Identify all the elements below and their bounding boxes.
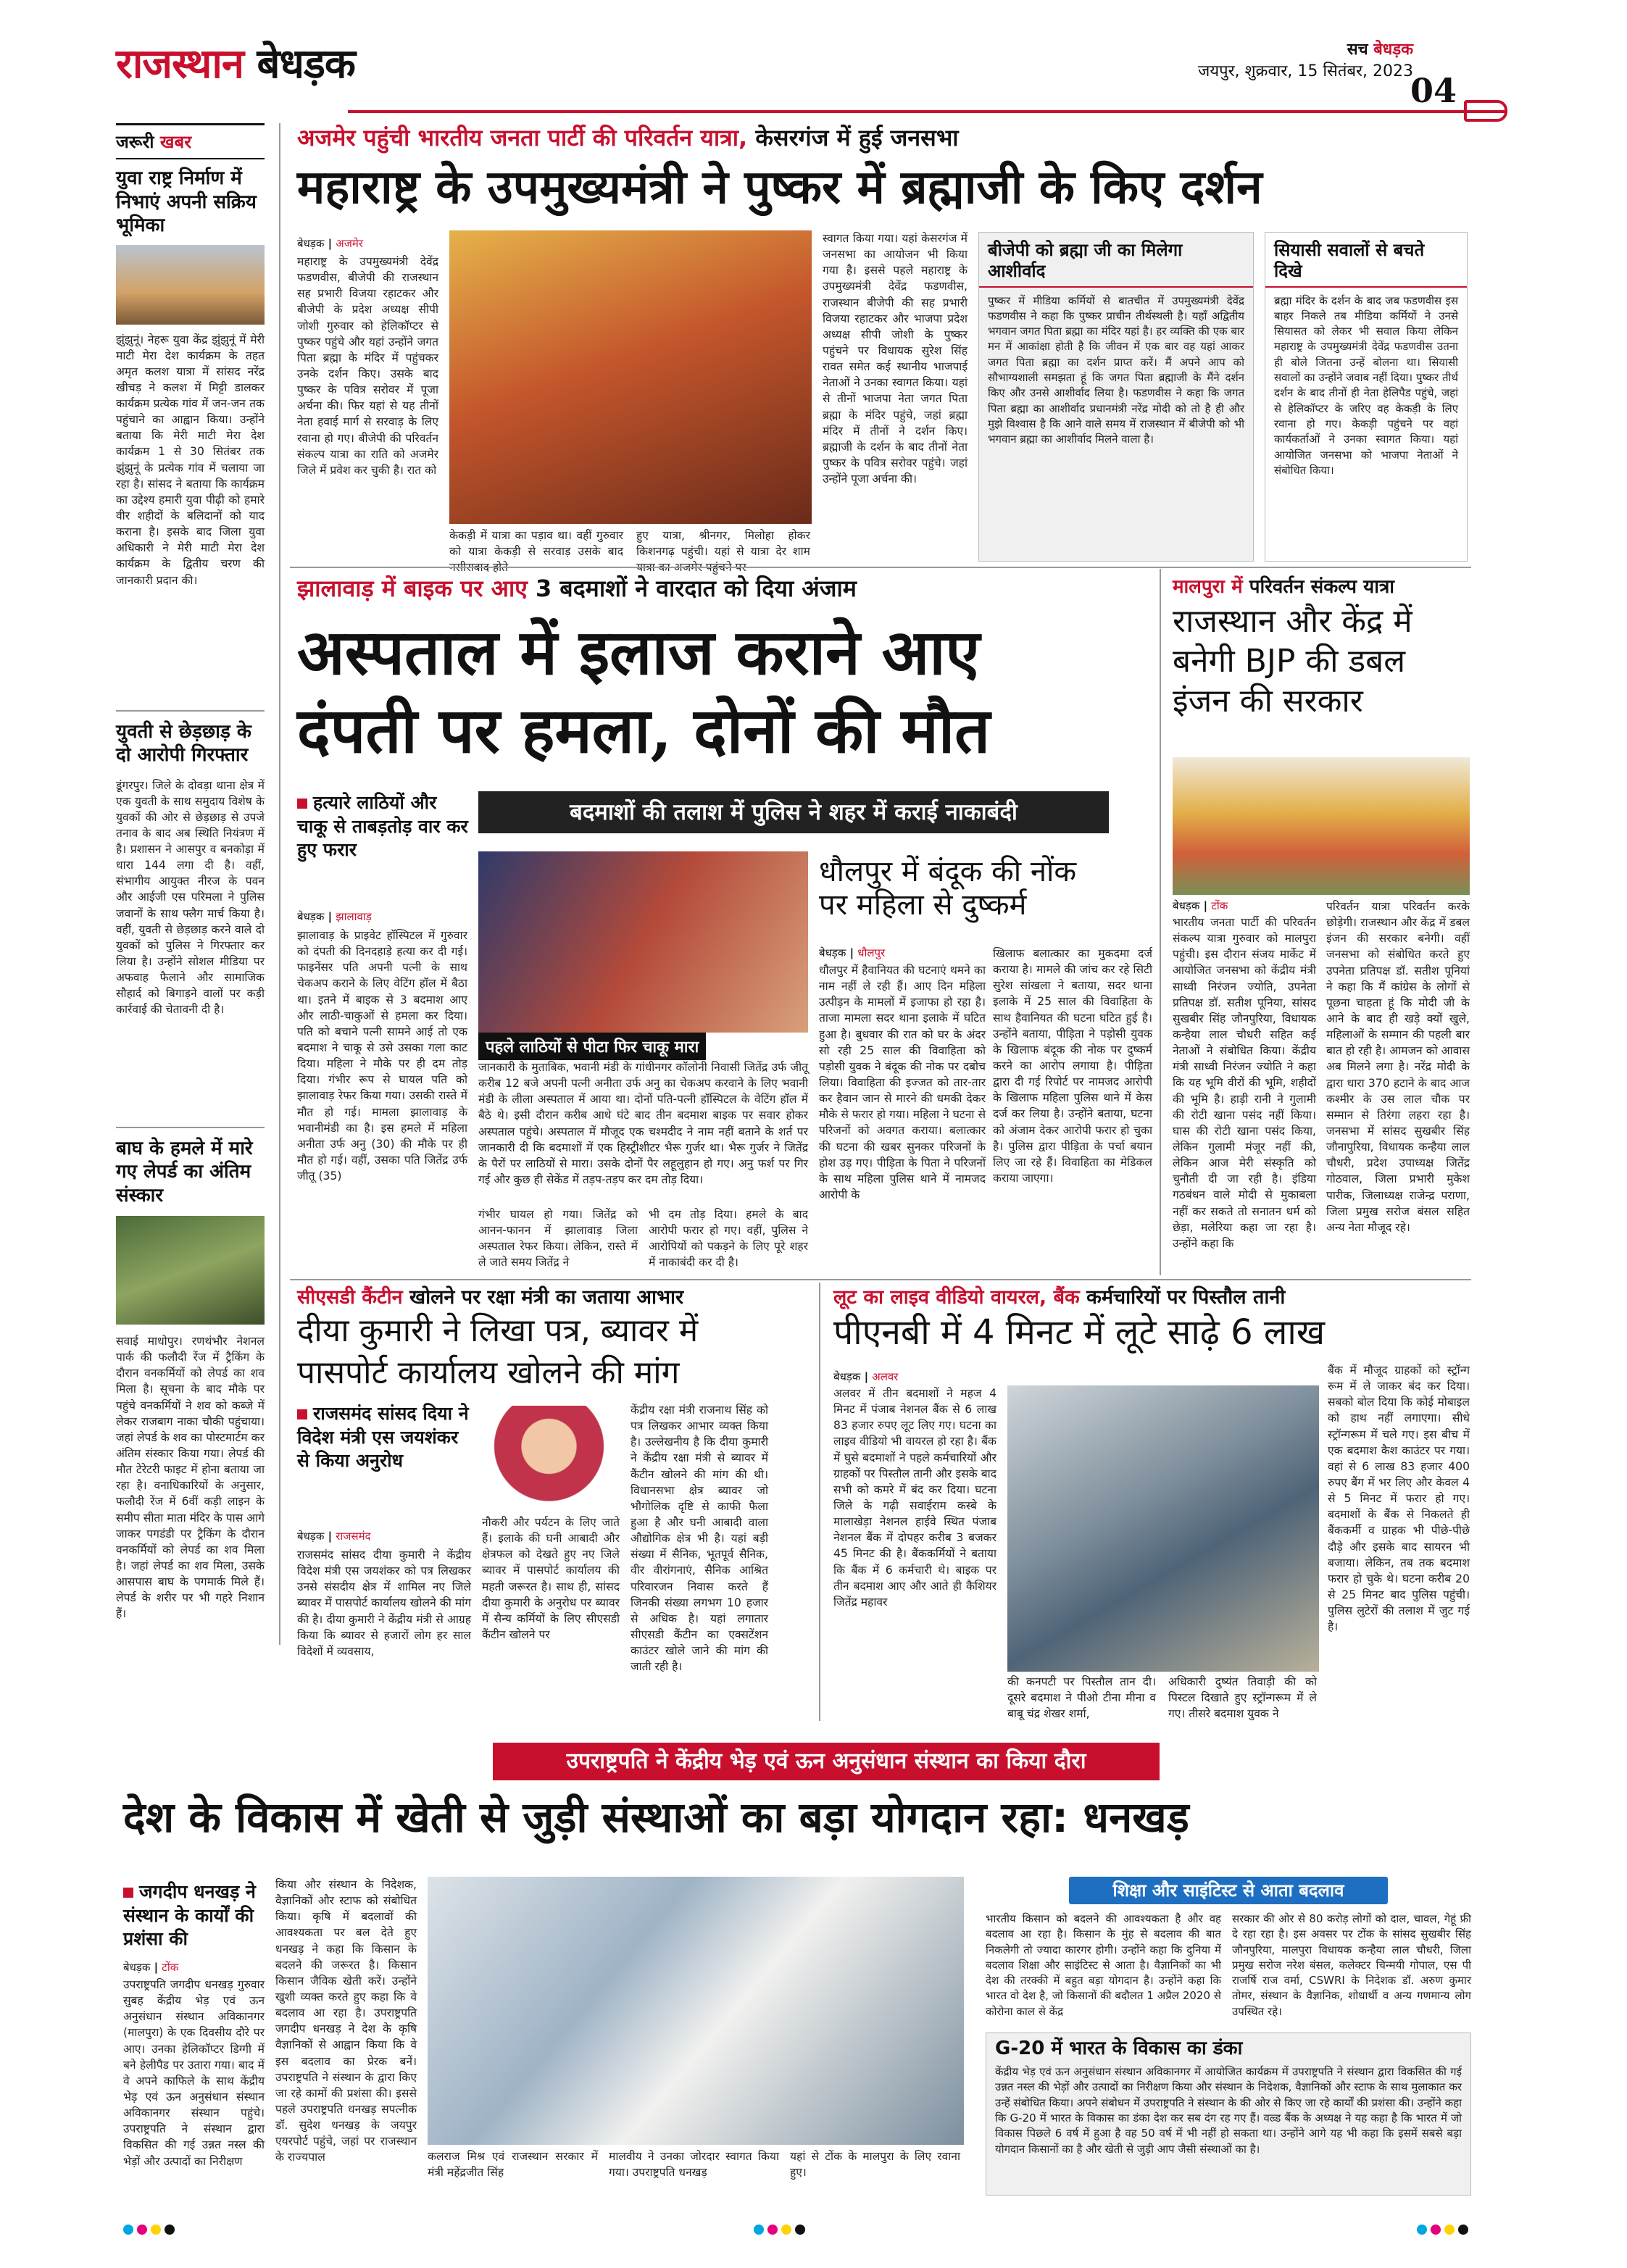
divider xyxy=(290,567,1471,568)
divider xyxy=(116,710,265,712)
story6-col-2: की कनपटी पर पिस्तौल तान दी। दूसरे बदमाश ने पीओ टीना मीना व बाबू चंद्र शेखर शर्मा, xyxy=(1007,1675,1156,1721)
box-body-right: सरकार की ओर से 80 करोड़ लोगों को दाल, चावल, गेहूं फ्री दे रहा रहा है। इस अवसर पर टोंक के सांसद सुखबीर सिंह जौनपुरिया, मालपुरा विधायक कन्हैया लाल चौधरी, जिला प्रमुख सरोज नरेश बंसल, कलेक्टर चिन्मयी गोपाल, एस पी राजर्षि राज वर्मा, CSWRI के निदेशक डॉ. अरुण कुमार तोमर, संस्थान के वैज्ञानिक, शोधार्थी व अन्य गणमान्य लोग उपस्थित रहे। xyxy=(1232,1912,1471,2018)
brand-logo: राजस्थान बेधड़क xyxy=(116,40,355,88)
story7-col-1: उपराष्ट्रपति जगदीप धनखड़ गुरुवार सुबह केंद्रीय भेड़ एवं ऊन अनुसंधान संस्थान अविकानगर (मालपुरा) के एक दिवसीय दौरे पर आए। उनका हेलिकॉप्टर डिग्गी में बने हेलीपैड पर उतारा गया। बाद में वे अपने काफिले के साथ केंद्रीय भेड़ एवं ऊन अनुसंधान संस्थान अविकानगर संस्थान पहुंचे। उपराष्ट्रपति ने संस्थान द्वारा विकसित की गई उन्नत नस्ल की भेड़ों और उत्पादों का निरीक्षण xyxy=(123,1978,265,2168)
story3-byline: बेधड़क | धौलपुर xyxy=(819,946,886,959)
story1-kicker: अजमेर पहुंची भारतीय जनता पार्टी की परिवर्तन यात्रा, केसरगंज में हुई जनसभा xyxy=(297,124,959,151)
story6-col-1: अलवर में तीन बदमाशों ने महज 4 मिनट में पंजाब नेशनल बैंक से 6 लाख 83 हजार रुपए लूट लिए गए। घटना का लाइव वीडियो भी वायरल हो रहा है। बैंक में घुसे बदमाशों ने पहले कर्मचारियों और ग्राहकों पर पिस्तौल तानी और इसके बाद सभी को कमरे में बंद कर दिया। घटना जिले के गढ़ी सवाईराम कस्बे के मालाखेड़ा नेशनल हाईवे स्थित पंजाब नेशनल बैंक में दोपहर करीब 3 बजकर 45 मिनट की है। बैंककर्मियों ने बताया कि बैंक में 6 कर्मचारी थे। बाइक पर तीन बदमाश आए और आते ही कैशियर जितेंद्र महावर xyxy=(833,1387,996,1609)
pen-nib-icon xyxy=(1464,100,1507,122)
box-title: सियासी सवालों से बचते दिखे xyxy=(1265,233,1467,288)
story7-col-2: किया और संस्थान के निदेशक, वैज्ञानिकों और स्टाफ को संबोधित किया। कृषि में बदलावों की आवश्यकता पर बल देते हुए धनखड़ ने कहा कि किसान के बदलने की जरूरत है। किसान किसान जैविक खेती करें। उन्होंने खुशी व्यक्त करते हुए कहा कि वे बदलाव आ रहा है। उपराष्ट्रपति जगदीप धनखड़ ने देश के कृषि वैज्ञानिकों से आह्वान किया कि वे इस बदलाव का प्रेरक बनें। उपराष्ट्रपति ने संस्थान के द्वारा किए जा रहे कामों की प्रशंसा की। इससे पहले उपराष्ट्रपति धनखड़ सपत्नीक डॉ. सुदेश धनखड़ के जयपुर एयरपोर्ट पहुंचे, जहां पर राजस्थान के राज्यपाल xyxy=(275,1878,417,2164)
story3-headline: धौलपुर में बंदूक की नोंक पर महिला से दुष्कर्म xyxy=(819,855,1077,922)
story7-banner: उपराष्ट्रपति ने केंद्रीय भेड़ एवं ऊन अनुसंधान संस्थान का किया दौरा xyxy=(493,1743,1160,1780)
story2-banner: बदमाशों की तलाश में पुलिस ने शहर में कराई नाकाबंदी xyxy=(478,791,1109,833)
story7-box-1 xyxy=(986,1877,1471,2022)
story5-kicker: सीएसडी कैंटीन खोलने पर रक्षा मंत्री का जताया आभार xyxy=(297,1286,683,1309)
story1-byline: बेधड़क | अजमेर xyxy=(297,237,363,250)
story7-col-5: यहां से टोंक के मालपुरा के लिए रवाना हुए। xyxy=(790,2150,960,2180)
box-body: पुष्कर में मीडिया कर्मियों से बातचीत में उपमुख्यमंत्री देवेंद्र फडणवीस ने कहा कि पुष्कर प्राचीन तीर्थस्थली है। यहाँ अद्वितीय भगवान जगत पिता ब्रह्मा का मंदिर यहां है। हर व्यक्ति की एक बार मन में आकांक्षा होती है कि जीवन में एक बार वह यहां आकर जगत पिता ब्रह्मा का दर्शन प्राप्त करें। मैं अपने आप को सौभाग्यशाली समझता हूं कि जगत पिता ब्रह्माजी के मैंने दर्शन किए और उनसे आशीर्वाद लिया है। फडणवीस ने कहा कि जगत पिता ब्रह्मा का आशीर्वाद प्रधानमंत्री नरेंद्र मोदी को तो है ही और मुझे विश्वास है कि आने वाले समय में राजस्थान में बीजेपी को भी भगवान ब्रह्मा का आशीर्वाद मिलने वाला है। xyxy=(988,293,1244,446)
story2-caption: पहले लाठियों से पीटा फिर चाकू मारा xyxy=(478,1033,706,1060)
story5-col-2: नौकरी और पर्यटन के लिए जाते हैं। इलाके की घनी आबादी और क्षेत्रफल को देखते हुए नए जिले ब्यावर में पासपोर्ट कार्यालय की महती जरूरत है। साथ ही, सांसद दीया कुमारी के अनुरोध पर ब्यावर में सैन्य कर्मियों के लिए सीएसडी कैंटीन खोलने पर xyxy=(482,1516,620,1641)
box-body: ब्रह्मा मंदिर के दर्शन के बाद जब फडणवीस इस बाहर निकले तब मीडिया कर्मियों ने उनसे सियासत को लेकर भी सवाल किया लेकिन महाराष्ट्र के उपमुख्यमंत्री देवेंद्र फडणवीस उतना ही बोले जितना उन्हें बोलना था। सियासी सवालों का उन्होंने जवाब नहीं दिया। पुष्कर तीर्थ दर्शन के बाद तीनों ही नेता हेलिपैड पहुंचे, जहां से हेलिकॉप्टर के जरिए वह केकड़ी के लिए रवाना हो गए। केकड़ी पहुंचने पर वहां कार्यकर्ताओं ने उनका स्वागत किया। यहां आयोजित जनसभा को भाजपा नेताओं ने संबोधित किया। xyxy=(1274,293,1458,477)
story7-col-4: मालवीय ने उनका जोरदार स्वागत किया गया। उपराष्ट्रपति धनखड़ xyxy=(609,2150,779,2180)
divider xyxy=(290,1279,1471,1280)
box-title: शिक्षा और साइंटिस्ट से आता बदलाव xyxy=(1069,1877,1388,1904)
story7-headline: देश के विकास में खेती से जुड़ी संस्थाओं का बड़ा योगदान रहा: धनखड़ xyxy=(123,1793,1189,1842)
story1-col-4: स्वागत किया गया। यहां केसरगंज में जनसभा का आयोजन भी किया गया है। इससे पहले महाराष्ट्र के उपमुख्यमंत्री देवेंद्र फडणवीस, राजस्थान बीजेपी की सह प्रभारी विजया रहाटकर और भाजपा प्रदेश अध्यक्ष सीपी जोशी के पुष्कर पहुंचने पर विधायक सुरेश सिंह रावत समेत कई स्थानीय भाजपाई नेताओं ने उनका स्वागत किया। यहां से तीनों भाजपा नेता जगत पिता ब्रह्मा के मंदिर पहुंचे, जहां ब्रह्मा मंदिर में तीनों ने दर्शन किए। ब्रह्माजी के दर्शन के बाद तीनों नेता पुष्कर के पवित्र सरोवर पहुंचे। जहां उन्होंने पूजा अर्चना की। xyxy=(823,232,968,486)
story6-byline: बेधड़क | अलवर xyxy=(833,1370,899,1383)
story7-col-3: कलराज मिश्र एवं राजस्थान सरकार में मंत्री महेंद्रजीत सिंह xyxy=(428,2150,598,2180)
story7-byline: बेधड़क | टोंक xyxy=(123,1961,179,1974)
registration-marks-center xyxy=(754,2225,805,2235)
story6-col-3: अधिकारी दुष्यंत तिवाड़ी की को पिस्टल दिखाते हुए स्ट्रॉन्गरूम में ले गए। तीसरे बदमाश युवक ने xyxy=(1168,1675,1317,1721)
sidebar-story-3-body: सवाई माधोपुर। रणथंभौर नेशनल पार्क की फलौदी रेंज में ट्रैकिंग के दौरान वनकर्मियों को लेपर्ड का शव मिला है। सूचना के बाद मौके पर पहुंचे वनकर्मियों ने शव को कब्जे में लेकर राजबाग नाका चौकी पहुंचाया। जहां लेपर्ड के शव का पोस्टमार्टम कर अंतिम संस्कार किया गया। लेपर्ड की मौत टेरेटरी फाइट में होना बताया जा रहा है। वनाधिकारियों के अनुसार, फलौदी रेंज में 6वीं कड़ी लाइन के समीप सीता माता मंदिर के पास आगे जाकर पगडंडी पर ट्रैकिंग के दौरान वनकर्मियों को लेपर्ड का शव मिला है। जहां लेपर्ड का शव मिला, उसके आसपास बाघ के पगमार्क मिले हैं। लेपर्ड के शरीर पर भी गहरे निशान हैं। xyxy=(116,1335,265,1621)
sidebar-story-3-headline: बाघ के हमले में मारे गए लेपर्ड का अंतिम संस्कार xyxy=(116,1137,253,1206)
story3-col-2: खिलाफ बलात्कार का मुकदमा दर्ज कराया है। मामले की जांच कर रहे सिटी सुरेश सांखला ने बताया, सदर थाना इलाके में 25 साल की विवाहिता के साथ हैवानियत की घटना घटित हुई है। उन्होंने बताया, पीड़िता ने पड़ोसी युवक के खिलाफ बंदूक की नोक पर दुष्कर्म करने का आरोप लगाया है। पीड़िता द्वारा दी गई रिपोर्ट पर नामजद आरोपी के खिलाफ महिला पुलिस थाने में केस दर्ज कर लिया है। उन्होंने बताया, घटना को अंजाम देकर आरोपी फरार हो चुका है। पुलिस द्वारा पीड़िता के पर्चा बयान लिए जा रहे हैं। विवाहिता का मेडिकल कराया जाएगा। xyxy=(993,947,1152,1185)
column-divider xyxy=(819,1283,820,1721)
dateline-block xyxy=(1198,39,1413,82)
box-title: बीजेपी को ब्रह्मा जी का मिलेगा आशीर्वाद xyxy=(979,233,1253,288)
story1-headline: महाराष्ट्र के उपमुख्यमंत्री ने पुष्कर में ब्रह्माजी के किए दर्शन xyxy=(297,160,1262,214)
box-body: केंद्रीय भेड़ एवं ऊन अनुसंधान संस्थान अविकानगर में आयोजित कार्यक्रम में उपराष्ट्रपति ने संस्थान द्वारा विकसित की गई उन्नत नस्ल की भेड़ों और उत्पादों का निरीक्षण किया और संस्थान के निदेशक, वैज्ञानिकों और स्टाफ के साथ मुलाकात कर उन्हें संबोधित किया। अपने संबोधन में उपराष्ट्रपति ने संस्थान के की ओर से किए जा रहे कार्यों की प्रशंसा की। उन्होंने कहा कि G-20 में भारत के विकास का डंका देश कर सब दंग रह गए हैं। वल्र्ड बैंक के अध्यक्ष ने यह कहा है कि भारत में जो विकास पिछले 6 वर्ष में हुआ है वह 50 वर्ष में भी नहीं हो सकता था। उन्होंने आगे यह भी कहा कि इसमें सबसे बड़ा योगदान किसानों का है और खेती से जुड़ी आप जैसी संस्थाओं का है। xyxy=(995,2065,1462,2156)
tagline: सच बेधड़क xyxy=(1347,41,1413,59)
story6-headline: पीएनबी में 4 मिनट में लूटे साढ़े 6 लाख xyxy=(833,1312,1326,1353)
sidebar-story-2-headline: युवती से छेड़छाड़ के दो आरोपी गिरफ्तार xyxy=(116,720,251,766)
box-title: G-20 में भारत के विकास का डंका xyxy=(986,2033,1470,2064)
story2-col-3: भी दम तोड़ दिया। हमले के बाद आरोपी फरार हो गए। वहीं, पुलिस ने आरोपियों को पकड़ने के लिए पूरे शहर में नाकाबंदी कर दी है। xyxy=(649,1208,808,1270)
story4-byline: बेधड़क | टोंक xyxy=(1173,899,1228,912)
story5-subhead: राजसमंद सांसद दिया ने विदेश मंत्री एस जयशंकर से किया अनुरोध xyxy=(297,1403,469,1471)
story6-photo-bank-cctv xyxy=(1007,1385,1319,1672)
divider xyxy=(116,1127,265,1128)
story1-box-2 xyxy=(1265,232,1468,562)
dateline: जयपुर, शुक्रवार, 15 सितंबर, 2023 xyxy=(1198,62,1413,80)
story1-box-1 xyxy=(978,232,1254,562)
registration-marks-left xyxy=(123,2225,175,2235)
story1-col-2: केकड़ी में यात्रा का पड़ाव था। वहीं गुरुवार को यात्रा केकड़ी से सरवाड़ उसके बाद xyxy=(449,529,623,559)
sidebar-label: जरूरी खबर xyxy=(116,123,265,159)
story2-byline: बेधड़क | झालावाड़ xyxy=(297,910,372,923)
story7-subhead: जगदीप धनखड़ ने संस्थान के कार्यों की प्रशंसा की xyxy=(123,1881,256,1949)
story2-col-1: झालावाड़ के प्राइवेट हॉस्पिटल में गुरुवार को दंपती की दिनदहाड़े हत्या कर दी गई। फाइनेंसर पति अपनी पत्नी के साथ चेकअप कराने के लिए वेटिंग हॉल में बैठा था। इतने में बाइक से 3 बदमाश आए और लाठी-चाकुओं से हमला कर दिया। पति को बचाने पत्नी सामने आई तो एक बदमाश ने चाकू से उसे उसका गला काट दिया। महिला ने मौके पर ही दम तोड़ दिया। गंभीर रूप से घायल पति को झालावाड़ रेफर किया गया। उसकी रास्ते में मौत हो गई। मामला झालावाड़ के भवानीमंडी का है। इस हमले में महिला अनीता उर्फ अनु (30) की मौके पर ही मौत हो गई। वहीं, उसका पति जितेंद्र उर्फ जीतू (35) xyxy=(297,929,467,1183)
story5-byline: बेधड़क | राजसमंद xyxy=(297,1530,371,1543)
story6-col-4: बैंक में मौजूद ग्राहकों को स्ट्रॉन्ग रूम में ले जाकर बंद कर दिया। सबको बोल दिया कि कोई मोबाइल को हाथ नहीं लगाएगा। सीधे स्ट्रॉन्गरूम में चले गए। इस बीच में एक बदमाश कैश काउंटर पर गया। वहां से 6 लाख 83 हजार 400 रुपए बैंग में भर लिए और केवल 4 से 5 मिनट में फरार हो गए। बदमाशों के बैंक से निकलते ही बैंककर्मी व ग्राहक भी पीछे-पीछे दौड़े और इसके बाद सायरन भी बजाया। लेकिन, तब तक बदमाश फरार हो चुके थे। घटना करीब 20 से 25 मिनट बाद पुलिस पहुंची। पुलिस लुटेरों की तलाश में जुट गई है। xyxy=(1328,1364,1470,1634)
story2-col-2: गंभीर घायल हो गया। जितेंद्र को आनन-फानन में झालावाड़ जिला अस्पताल रेफर किया। लेकिन, रास्ते में ले जाते समय जितेंद्र ने xyxy=(478,1208,638,1270)
story4-photo-rally xyxy=(1173,757,1470,895)
story4-headline: राजस्थान और केंद्र में बनेगी BJP की डबल इंजन की सरकार xyxy=(1173,603,1412,720)
story4-col-2: परिवर्तन यात्रा परिवर्तन करके छोड़ेगी। राजस्थान और केंद्र में डबल इंजन की सरकार बनेगी। वहीं जनसभा को संबोधित करते हुए उपनेता प्रतिपक्ष डॉ. सतीश पूनियां ने कहा कि मैं कांग्रेस के लोगों से पूछना चाहता हूं कि मोदी जी के आने के बाद ही खड़े क्यों खुले, महिलाओं के सम्मान की पहली बार बात हो रही है। आमजन को आवास अब मिलने लगा है। नरेंद्र मोदी के द्वारा धारा 370 हटाने के बाद आज कश्मीर के उस लाल चौक पर सम्मान से तिरंगा लहरा रहा है। जनसभा में सांसद सुखबीर सिंह जौनापुरिया, विधायक कन्हैया लाल चौधरी, प्रदेश उपाध्यक्ष जितेंद्र गोठवाल, जिला प्रभारी मुकेश पारीक, जिलाध्यक्ष राजेन्द्र पराणा, जिला प्रमुख सरोज बंसल सहित अन्य नेता मौजूद रहे। xyxy=(1326,900,1470,1234)
sidebar-photo-1 xyxy=(116,245,265,325)
story4-kicker: मालपुरा में परिवर्तन संकल्प यात्रा xyxy=(1173,576,1395,598)
story7-box-2 xyxy=(986,2033,1471,2196)
box-body-left: भारतीय किसान को बदलने की आवश्यकता है और वह बदलाव आ रहा है। किसान के मुंह से बदलाव की बात निकलेगी तो ज्यादा कारगर होगी। उन्होंने कहा कि दुनिया में बदलाव शिक्षा और साइंटिस्ट से आता है। वैज्ञानिकों का भी देश की तरक्की में बहुत बड़ा योगदान है। उन्होंने कहा कि भारत वो देश है, जो किसानों की बदौलत 1 अप्रैल 2020 से कोरोना काल से केंद्र xyxy=(986,1912,1221,2018)
column-divider xyxy=(279,123,280,1645)
sidebar-story-1-body: झुंझुनूं। नेहरू युवा केंद्र झुंझुनूं में मेरी माटी मेरा देश कार्यक्रम के तहत अमृत कलश यात्रा में सांसद नरेंद्र खीचड़ ने कलश में मिट्टी डालकर कार्यक्रम प्रत्येक गांव में जन-जन तक पहुंचाने का आह्वान किया। उन्होंने बताया कि मेरी माटी मेरा देश कार्यक्रम 1 से 30 सितंबर तक झुंझुनूं के प्रत्येक गांव में चलाया जा रहा है। सांसद ने बताया कि कार्यक्रम का उद्देश्य हमारी युवा पीढ़ी को हमारे वीर शहीदों के बलिदानों को याद कराना है। इसके बाद जिला युवा अधिकारी ने मेरी माटी मेरा देश कार्यक्रम के द्वितीय चरण की जानकारी प्रदान की। xyxy=(116,333,265,587)
story1-col-1: महाराष्ट्र के उपमुख्यमंत्री देवेंद्र फडणवीस, बीजेपी की राजस्थान सह प्रभारी विजया रहाटकर और बीजेपी के प्रदेश अध्यक्ष सीपी जोशी गुरुवार को हेलिकॉप्टर से पुष्कर पहुंचे और यहां उन्होंने जगत पिता ब्रह्मा के मंदिर में पहुंचकर उनके दर्शन किए। उसके बाद पुष्कर के पवित्र सरोवर में पूजा अर्चना की। फिर यहां से यह तीनों नेता हवाई मार्ग से सरवाड़ के लिए रवाना हो गए। बीजेपी की परिवर्तन संकल्प यात्रा का राति को अजमेर जिले में प्रवेश कर चुकी है। रात को xyxy=(297,255,438,477)
page-number: 04 xyxy=(1410,71,1457,110)
story7-photo-vice-president xyxy=(428,1877,964,2145)
story2-subhead: हत्यारे लाठियों और चाकू से ताबड़तोड़ वार कर हुए फरार xyxy=(297,792,468,860)
story1-col-3: हुए यात्रा, श्रीनगर, मिलोहा होकर किशनगढ़ पहुंची। यहां से यात्रा देर शाम xyxy=(636,529,810,559)
story5-col-1: राजसमंद सांसद दीया कुमारी ने केंद्रीय विदेश मंत्री एस जयशंकर को पत्र लिखकर उनसे संसदीय क्षेत्र में शामिल नए जिले ब्यावर में पासपोर्ट कार्यालय खोलने की मांग की है। दीया कुमारी ने केंद्रीय मंत्री से आग्रह किया कि ब्यावर से हजारों लोग हर साल विदेशों में व्यवसाय, xyxy=(297,1548,471,1658)
story2-photo-couple xyxy=(478,851,808,1033)
story2-caption-body: जानकारी के मुताबिक, भवानी मंडी के गांधीनगर कॉलोनी निवासी जितेंद्र उर्फ जीतू करीब 12 बजे अपनी पत्नी अनीता उर्फ अनु का चेकअप करवाने के लिए भवानी मंडी के लीला अस्पताल में आया था। दोनों पति-पत्नी हॉस्पिटल के वेटिंग हॉल में बैठे थे। इसी दौरान करीब आधे घंटे बाद तीन बदमाश बाइक पर सवार होकर अस्पताल पहुंचे। अस्पताल में मौजूद एक चश्मदीद ने नाम नहीं बताने के शर्त पर जानकारी दी कि बदमाशों में एक हिस्ट्रीशीटर भैरू गुर्जर था। भैरू गुर्जर ने जितेंद्र के पैरों पर लाठियों से मारा। उसके दोनों पैर लहूलुहान हो गए। अनु फर्श पर गिर गई और कुछ ही सेकेंड में तड़प-तड़प कर दम तोड़ दिया। xyxy=(478,1061,808,1186)
story2-headline-1: अस्पताल में इलाज कराने आए xyxy=(297,616,981,689)
story2-headline-2: दंपती पर हमला, दोनों की मौत xyxy=(297,694,991,767)
story5-photo-portrait xyxy=(482,1406,616,1507)
story5-col-3: केंद्रीय रक्षा मंत्री राजनाथ सिंह को पत्र लिखकर आभार व्यक्त किया है। उल्लेखनीय है कि दीया कुमारी ने केंद्रीय रक्षा मंत्री से ब्यावर में कैंटीन खोलने की मांग की थी। विधानसभा क्षेत्र ब्यावर जो भौगोलिक दृष्टि से काफी फैला हुआ है और घनी आबादी वाला औद्योगिक क्षेत्र भी है। यहां बड़ी संख्या में सैनिक, भूतपूर्व सैनिक, वीर वीरांगनाएं, सैनिक आश्रित परिवारजन निवास करते हैं जिनकी संख्या लगभग 10 हजार से अधिक है। यहां लगातार सीएसडी कैंटीन का एक्सटेंशन काउंटर खोले जाने की मांग की जाती रही है। xyxy=(631,1404,768,1674)
story1-photo-temple xyxy=(449,230,812,524)
sidebar-photo-leopard xyxy=(116,1216,265,1325)
story5-headline-2: पासपोर्ट कार्यालय खोलने की मांग xyxy=(297,1354,680,1391)
story3-col-1: धौलपुर में हैवानियत की घटनाएं थमने का नाम नहीं ले रही हैं। आए दिन महिला उत्पीड़न के मामलों में इजाफा हो रहा है। ताजा मामला सदर थाना इलाके में घटित हुआ है। बुधवार की रात को घर के अंदर सो रही 25 साल की विवाहिता को पड़ोसी युवक ने बंदूक की नोक पर दबोच लिया। विवाहिता की इज्जत को तार-तार कर हैवान जान से मारने की धमकी देकर मौके से फरार हो गया। महिला ने घटना से परिजनों को अवगत कराया। बलात्कार की घटना की खबर सुनकर परिजनों के होश उड़ गए। पीड़िता के पिता ने परिजनों के साथ महिला पुलिस थाने में नामजद आरोपी के xyxy=(819,964,986,1201)
sidebar-story-1-headline: युवा राष्ट्र निर्माण में निभाएं अपनी सक्रिय भूमिका xyxy=(116,167,257,236)
story6-kicker: लूट का लाइव वीडियो वायरल, बैंक कर्मचारियों पर पिस्तौल तानी xyxy=(833,1286,1286,1309)
story5-headline-1: दीया कुमारी ने लिखा पत्र, ब्यावर में xyxy=(297,1312,699,1349)
sidebar-story-2-body: डूंगरपुर। जिले के दोवड़ा थाना क्षेत्र में एक युवती के साथ समुदाय विशेष के युवकों की ओर से छेड़छाड़ से उपजे तनाव के बाद अब स्थिति नियंत्रण में है। प्रशासन ने आसपुर व बनकोड़ा में धारा 144 लगा दी है। वहीं, संभागीय आयुक्त नीरज के पवन और आईजी एस परिमला ने पुलिस जवानों के साथ फ्लैग मार्च किया है। वहीं, युवती से छेड़छाड़ करने वाले दो युवकों को पुलिस ने गिरफ्तार कर लिया है। उन्होंने सोशल मीडिया पर अफवाह फैलाने और सामाजिक सौहार्द को बिगाड़ने वालों पर कड़ी कार्रवाई की चेतावनी दी है। xyxy=(116,778,265,1017)
story4-col-1: भारतीय जनता पार्टी की परिवर्तन संकल्प यात्रा गुरुवार को मालपुरा पहुंची। इस दौरान संजय मार्केट में आयोजित जनसभा को केंद्रीय मंत्री साध्वी निरंजन ज्योति, उपनेता प्रतिपक्ष डॉ. सतीश पूनिया, सांसद सुखबीर सिंह जौनपुरिया, विधायक कन्हैया लाल चौधरी सहित कई नेताओं ने संबोधित किया। केंद्रीय मंत्री साध्वी निरंजन ज्योति ने कहा कि यह भूमि वीरों की भूमि, शहीदों की भूमि है। हाड़ी रानी ने गुलामी की रोटी खाना पसंद नहीं किया। घास की रोटी खाना पसंद किया, लेकिन गुलामी मंजूर नहीं की, लेकिन आज मेरी संस्कृति को चुनौती दी जा रही है। इंडिया गठबंधन वाले मोदी से मुकाबला नहीं कर सकते तो सनातन धर्म को छेड़ा, मलेरिया कहा जा रहा है। उन्होंने कहा कि xyxy=(1173,916,1316,1250)
masthead-rule xyxy=(348,110,1507,113)
registration-marks-right xyxy=(1417,2225,1468,2235)
column-divider xyxy=(1160,569,1161,1275)
story2-kicker: झालावाड़ में बाइक पर आए 3 बदमाशों ने वारदात को दिया अंजाम xyxy=(297,575,857,602)
masthead xyxy=(116,29,1507,109)
